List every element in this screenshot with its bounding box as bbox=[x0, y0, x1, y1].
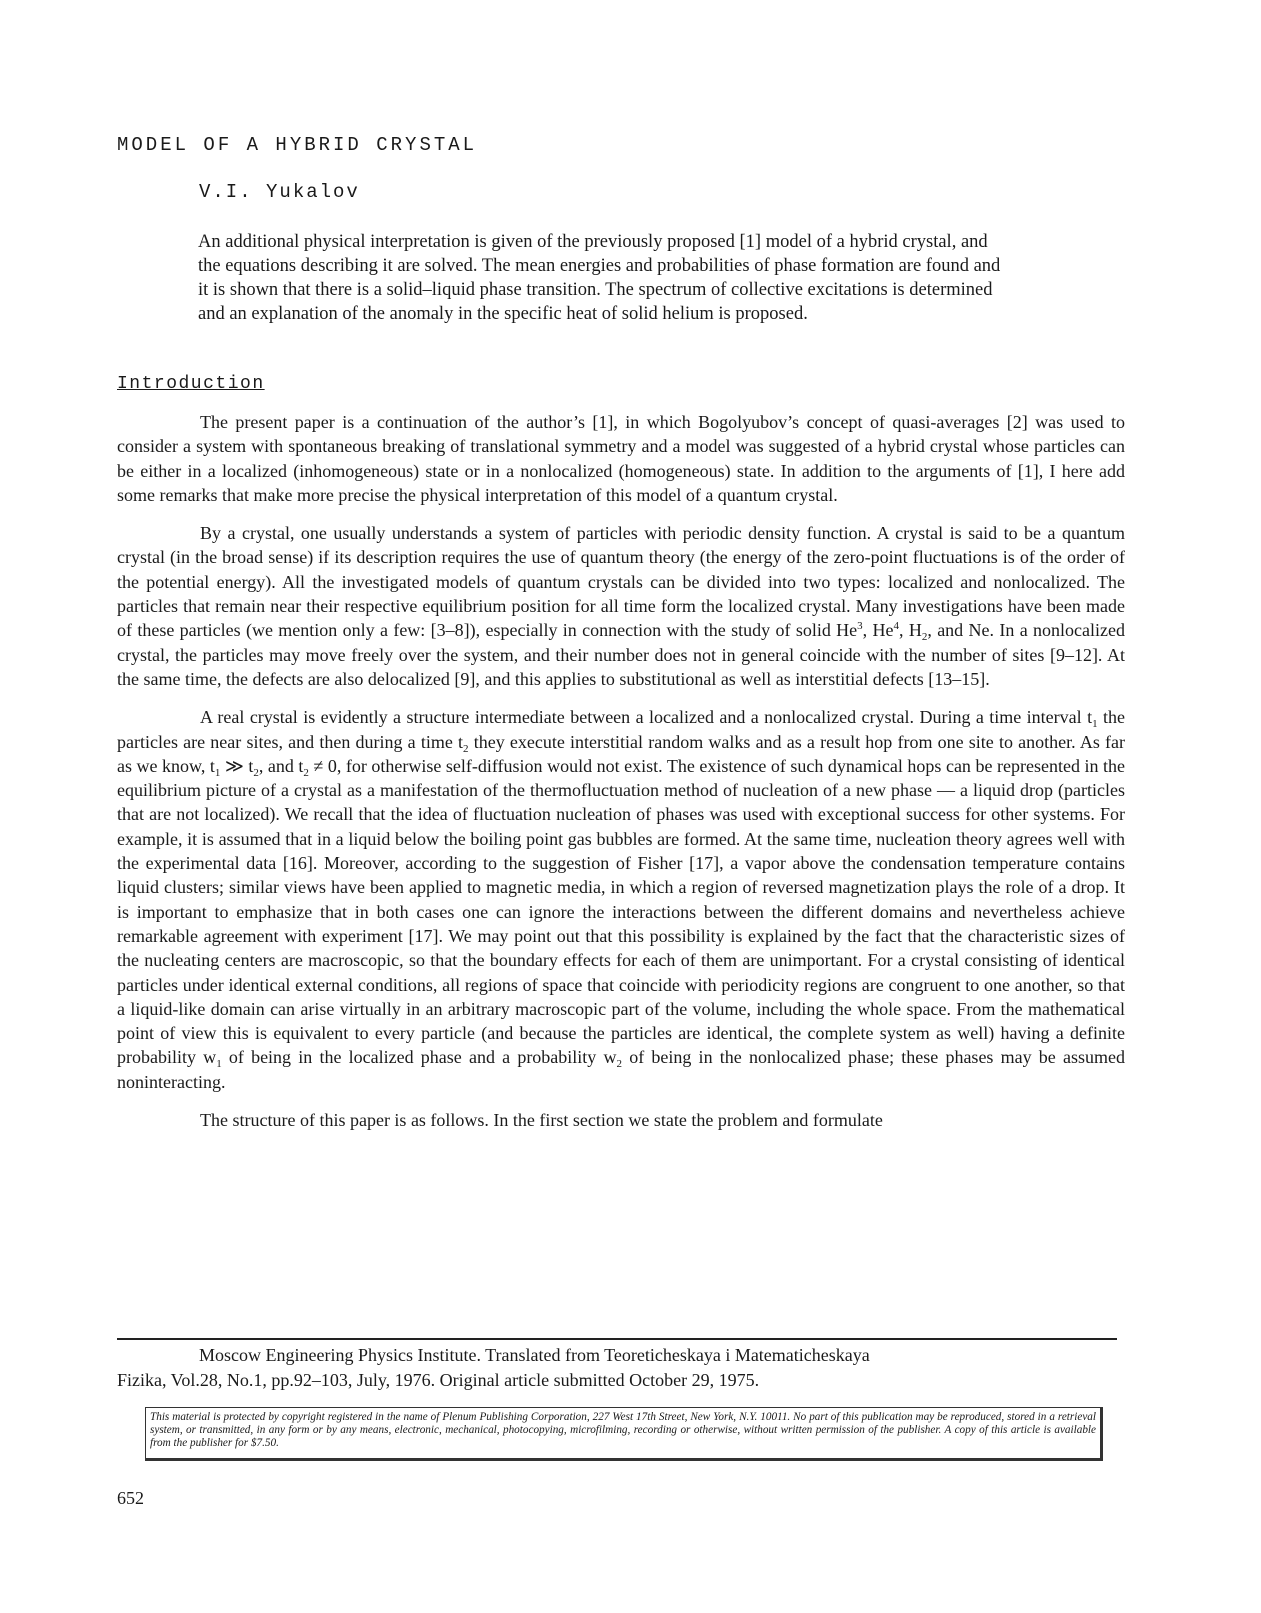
paragraph-2-text: By a crystal, one usually understands a system of particles with periodic density function. A crystal is said to be a quantum crystal (in the broad sense) if its description requires the use of quantum theory (the energy of the zero-point fluctuations is of the order of the potential energy). All the investigated models of quantum crystals can be divided into two types: localized and nonlocalized. The particles that remain near their respective equilibrium position for all time form the localized crystal. Many investigations have been made of these particles (we mention only a few: [3–8]), especially in connection with the study of solid He bbox=[117, 523, 1125, 641]
paragraph-3-text: A real crystal is evidently a structure intermediate between a localized and a nonlocalized crystal. During a time interval t bbox=[200, 707, 1093, 728]
author-name: V.I. Yukalov bbox=[199, 181, 360, 203]
paragraph-3-text: the particles are near sites, and then during a time t bbox=[117, 707, 1126, 752]
paragraph-3-text: , and t bbox=[258, 755, 304, 776]
paragraph-2-text: , and Ne. In a nonlocalized crystal, the particles may move freely over the system, and their number does not in general coincide with the number of sites [9–12]. At the same time, the defects are also delocalized [9], and this applies to substitutional as well as interstitial defects [13–15]. bbox=[117, 620, 1125, 689]
footnote-line-1: Moscow Engineering Physics Institute. Translated from Teoreticheskaya i Matematicheskaya bbox=[199, 1345, 870, 1365]
subscript: 2 bbox=[463, 742, 469, 755]
paragraph-3 bbox=[117, 705, 1125, 1094]
paragraph-3-text: they execute interstitial random walks and as a result hop from one site to another. As far as we know, t bbox=[117, 731, 1126, 776]
subscript: 1 bbox=[214, 766, 221, 779]
section-heading-introduction: Introduction bbox=[117, 374, 265, 394]
subscript: 1 bbox=[1092, 718, 1098, 731]
superscript: 3 bbox=[857, 620, 863, 633]
subscript: 2 bbox=[921, 631, 928, 644]
paper-title: MODEL OF A HYBRID CRYSTAL bbox=[117, 134, 478, 156]
paragraph-2-text: , H bbox=[899, 620, 922, 641]
paragraph-3-text: of being in the localized phase and a probability w bbox=[221, 1047, 617, 1068]
paragraph-2 bbox=[117, 521, 1125, 691]
subscript: 1 bbox=[216, 1058, 222, 1071]
page-number: 652 bbox=[117, 1488, 144, 1508]
copyright-notice: This material is protected by copyright registered in the name of Plenum Publishing Corporation, 227 West 17th Street, New York, N.Y. 10011. No part of this publication may be reproduced, stored in a retrieval system, or transmitted, in any form or by any means, electronic, mechanical, photocopying, microfilming, recording or otherwise, without written permission of the publisher. A copy of this article is available from the publisher for $7.50. bbox=[145, 1407, 1103, 1461]
footnote-line-2: Fizika, Vol.28, No.1, pp.92–103, July, 1976. Original article submitted October 29, 1975. bbox=[117, 1370, 760, 1390]
superscript: 4 bbox=[893, 620, 899, 633]
paragraph-3-text: ≠ 0, for otherwise self-diffusion would not exist. The existence of such dynamical hops can be represented in the equilibrium picture of a crystal as a manifestation of the thermofluctuation method of nucleation of a new phase — a liquid drop (particles that are not localized). We recall that the idea of fluctuation nucleation of phases was used with exceptional success for other systems. For example, it is assumed that in a liquid below the boiling point gas bubbles are formed. At the same time, nucleation theory agrees well with the experimental data [16]. Moreover, according to the suggestion of Fisher [17], a vapor above the condensation temperature contains liquid clusters; similar views have been applied to magnetic media, in which a region of reversed magnetization plays the role of a drop. It is important to emphasize that in both cases one can ignore the interactions between the different domains and nevertheless achieve remarkable agreement with experiment [17]. We may point out that this possibility is explained by the fact that the characteristic sizes of the nucleating centers are macroscopic, so that the boundary effects for each of them are unimportant. For a crystal consisting of identical particles under identical external conditions, all regions of space that coincide with periodicity regions are congruent to one another, so that a liquid-like domain can arise virtually in an arbitrary macroscopic part of the volume, including the whole space. From the mathematical point of view this is equivalent to every particle (and because the particles are identical, the complete system as well) having a definite probability w bbox=[117, 755, 1125, 1068]
subscript: 2 bbox=[303, 766, 309, 779]
body-text bbox=[117, 410, 1125, 1146]
paragraph-3-text: of being in the nonlocalized phase; these phases may be assumed noninteracting. bbox=[117, 1047, 1125, 1092]
footnote-divider bbox=[117, 1338, 1117, 1340]
paragraph-3-text: ≫ t bbox=[220, 755, 254, 776]
paragraph-1: The present paper is a continuation of the author’s [1], in which Bogolyubov’s concept of quasi-averages [2] was used to consider a system with spontaneous breaking of translational symmetry and a model was suggested of a hybrid crystal whose particles can be either in a localized (inhomogeneous) state or in a nonlocalized (homogeneous) state. In addition to the arguments of [1], I here add some remarks that make more precise the physical interpretation of this model of a quantum crystal. bbox=[117, 412, 1125, 505]
subscript: 2 bbox=[253, 766, 259, 779]
footnote bbox=[117, 1343, 1107, 1393]
abstract: An additional physical interpretation is given of the previously proposed [1] model of a hybrid crystal, and the equations describing it are solved. The mean energies and probabilities of phase formation are found and it is shown that there is a solid–liquid phase transition. The spectrum of collective excitations is determined and an explanation of the anomaly in the specific heat of solid helium is proposed. bbox=[198, 232, 1001, 324]
paragraph-4: The structure of this paper is as follows. In the first section we state the problem and formulate bbox=[200, 1110, 883, 1131]
subscript: 2 bbox=[616, 1058, 622, 1071]
paragraph-2-text: , He bbox=[862, 620, 894, 641]
